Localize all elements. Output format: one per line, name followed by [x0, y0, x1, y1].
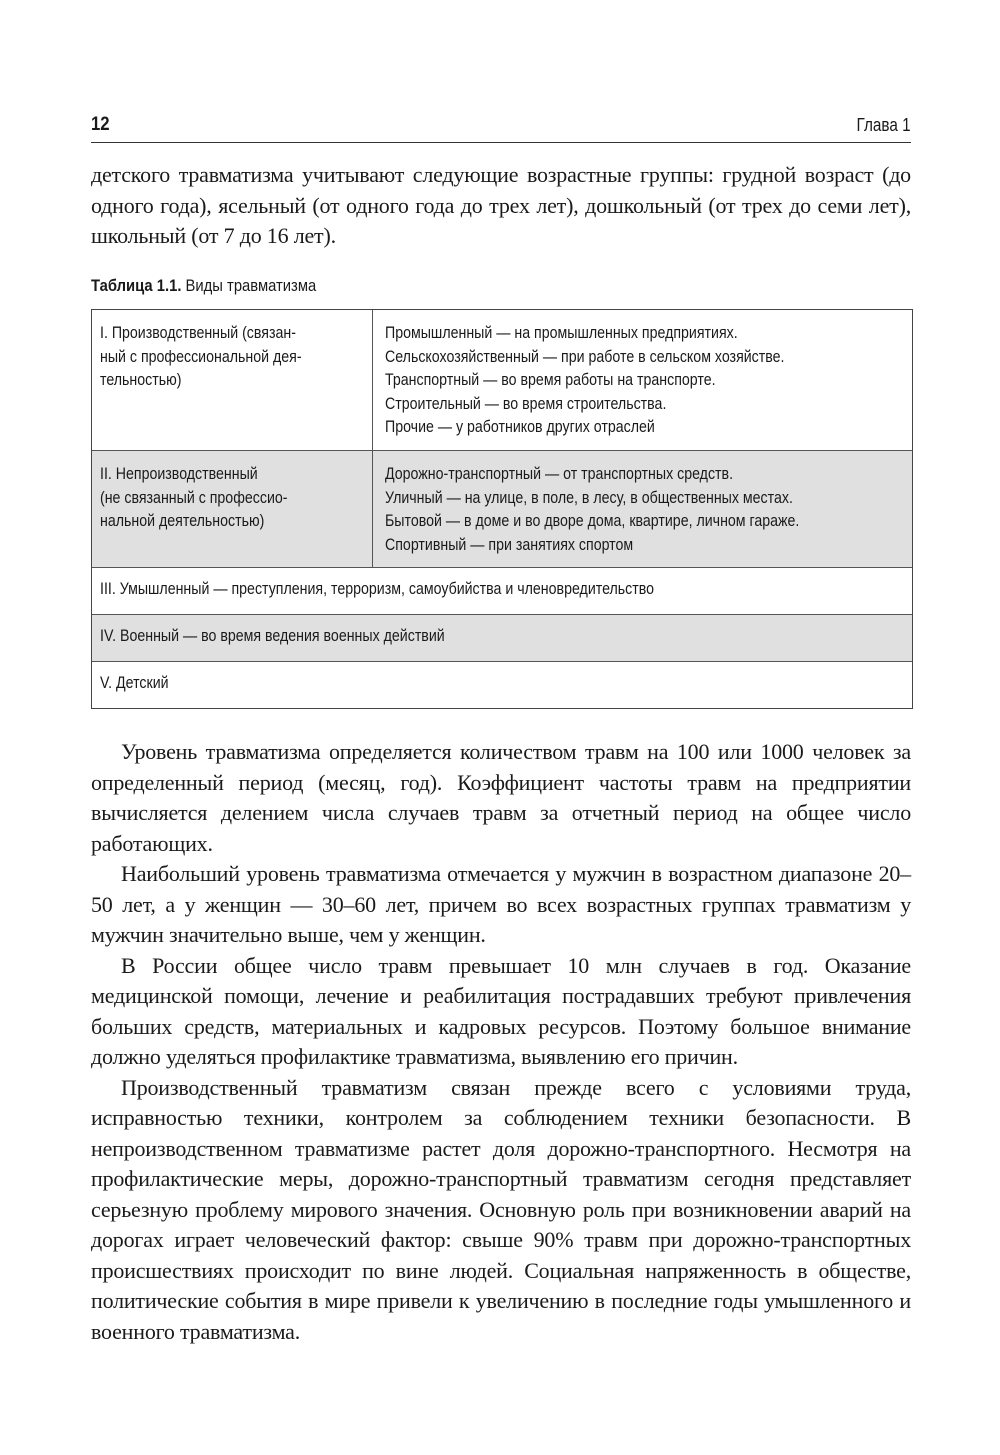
- table-cell-category: [92, 451, 373, 567]
- table-row: [92, 310, 912, 450]
- detail-line: Прочие — у работников других отраслей: [385, 418, 655, 436]
- table-row: [92, 450, 912, 567]
- detail-line: Уличный — на улице, в поле, в лесу, в общественных местах.: [385, 488, 793, 507]
- paragraph: Производственный травматизм связан прежде всего с условиями труда, исправностью техники, контролем за соблюдением техники безопасности. В непроизводственном травматизме растет доля дорожно-транспортного. Несмотря на профилактические меры, дорожно-транспортный травматизм сегодня представляет серьезную проблему мирового значения. Основную роль при возникновении аварий на дорогах играет человеческий фактор: свыше 90% травм при дорожно-транспортных происшествиях происходит по вине людей. Социальная напряженность в обществе, политические события в мире привели к увеличению в последние годы умышленного и военного травматизма.: [91, 1074, 911, 1344]
- category-line: II. Непроизводственный: [100, 465, 258, 483]
- main-text: [91, 737, 911, 1347]
- chapter-label: Глава 1: [856, 115, 911, 135]
- detail-line: Сельскохозяйственный — при работе в сельском хозяйстве.: [385, 347, 785, 366]
- intro-paragraph: детского травматизма учитывают следующие возрастные группы: грудной возраст (до одного года), ясельный (от одного года до трех лет), дошкольный (от трех до семи лет), школьный (от 7 до 16 лет).: [91, 162, 911, 248]
- detail-line: Бытовой — в доме и во дворе дома, квартире, личном гараже.: [385, 512, 800, 530]
- table-cell-details: [373, 451, 912, 567]
- category-line: I. Производственный (связан-: [100, 324, 296, 342]
- table-cell-full: [92, 662, 912, 708]
- table-row: [92, 614, 912, 661]
- page-number: 12: [91, 114, 110, 135]
- table-caption-title: Виды травматизма: [185, 276, 317, 295]
- table-cell-full: [92, 568, 912, 614]
- paragraph: Наибольший уровень травматизма отмечается у мужчин в возрастном диапазоне 20–50 лет, а у женщин — 30–60 лет, причем во всех возрастных группах травматизм у мужчин значительно выше, чем у женщин.: [91, 861, 911, 947]
- category-line: нальной деятельностью): [100, 512, 265, 530]
- row-text: V. Детский: [100, 674, 169, 692]
- table-caption: [91, 276, 316, 296]
- row-text: III. Умышленный — преступления, терроризм, самоубийства и членовредительство: [100, 580, 655, 598]
- table-cell-full: [92, 615, 912, 661]
- table-caption-label: Таблица 1.1.: [91, 276, 182, 295]
- table-cell-category: [92, 310, 373, 450]
- category-line: тельностью): [100, 371, 182, 389]
- row-text: IV. Военный — во время ведения военных действий: [100, 627, 445, 645]
- table-row: [92, 567, 912, 614]
- table-row: [92, 661, 912, 708]
- category-line: (не связанный с профессио-: [100, 488, 288, 507]
- detail-line: Спортивный — при занятиях спортом: [385, 535, 634, 554]
- detail-line: Промышленный — на промышленных предприятиях.: [385, 324, 738, 342]
- paragraph: В России общее число травм превышает 10 млн случаев в год. Оказание медицинской помощи, лечение и реабилитация пострадавших требуют привлечения больших средств, материальных и кадровых ресурсов. Поэтому большое внимание должно уделяться профилактике травматизма, выявлению его причин.: [91, 952, 911, 1069]
- injury-types-table: [91, 309, 913, 709]
- table-cell-details: [373, 310, 912, 450]
- detail-line: Транспортный — во время работы на транспорте.: [385, 371, 716, 389]
- paragraph: Уровень травматизма определяется количеством травм на 100 или 1000 человек за определенный период (месяц, год). Коэффициент частоты травм на предприятии вычисляется делением числа случаев травм за отчетный период на общее число работающих.: [91, 739, 911, 856]
- detail-line: Строительный — во время строительства.: [385, 394, 667, 413]
- category-line: ный с профессиональной дея-: [100, 347, 302, 366]
- page-header: [91, 112, 911, 143]
- detail-line: Дорожно-транспортный — от транспортных средств.: [385, 465, 734, 483]
